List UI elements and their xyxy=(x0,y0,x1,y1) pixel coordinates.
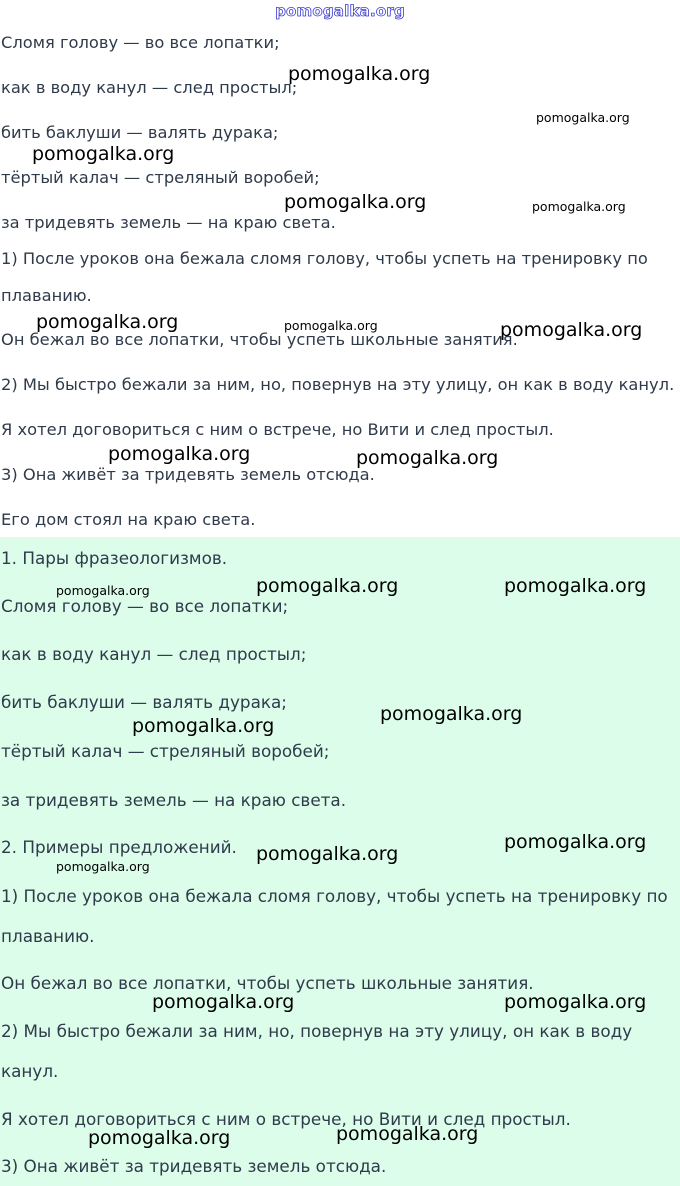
text-line: плаванию. xyxy=(1,286,92,305)
watermark: pomogalka.org xyxy=(284,191,427,213)
watermark: pomogalka.org xyxy=(380,703,523,725)
text-line: Его дом стоял на краю света. xyxy=(1,510,256,529)
watermark: pomogalka.org xyxy=(284,318,378,333)
text-line: Он бежал во все лопатки, чтобы успеть школьные занятия. xyxy=(1,973,534,993)
site-logo[interactable]: pomogalka.org xyxy=(275,2,405,20)
section-heading: 2. Примеры предложений. xyxy=(1,837,237,857)
text-line: тёртый калач — стреляный воробей; xyxy=(1,168,320,187)
watermark: pomogalka.org xyxy=(56,583,150,598)
watermark: pomogalka.org xyxy=(88,1127,231,1149)
watermark: pomogalka.org xyxy=(152,991,295,1013)
text-line: 3) Она живёт за тридевять земель отсюда. xyxy=(1,1156,387,1176)
text-line: плаванию. xyxy=(1,926,95,946)
text-line: как в воду канул — след простыл; xyxy=(1,78,298,97)
text-line: Сломя голову — во все лопатки; xyxy=(1,596,289,616)
text-line: за тридевять земель — на краю света. xyxy=(1,790,347,810)
text-line: 2) Мы быстро бежали за ним, но, повернув на эту улицу, он как в воду xyxy=(1,1021,633,1041)
watermark: pomogalka.org xyxy=(288,63,431,85)
text-line: как в воду канул — след простыл; xyxy=(1,644,307,664)
text-line: Сломя голову — во все лопатки; xyxy=(1,33,280,52)
text-line: бить баклуши — валять дурака; xyxy=(1,692,287,712)
text-line: 3) Она живёт за тридевять земель отсюда. xyxy=(1,465,375,484)
watermark: pomogalka.org xyxy=(108,443,251,465)
text-line: бить баклуши — валять дурака; xyxy=(1,123,279,142)
watermark: pomogalka.org xyxy=(504,831,647,853)
text-line: 2) Мы быстро бежали за ним, но, повернув на эту улицу, он как в воду канул. xyxy=(1,375,675,394)
text-line: канул. xyxy=(1,1061,59,1081)
text-line: 1) После уроков она бежала сломя голову, чтобы успеть на тренировку по xyxy=(1,249,648,268)
section-heading: 1. Пары фразеологизмов. xyxy=(1,548,228,568)
watermark: pomogalka.org xyxy=(32,143,175,165)
watermark: pomogalka.org xyxy=(504,575,647,597)
watermark: pomogalka.org xyxy=(56,859,150,874)
watermark: pomogalka.org xyxy=(132,715,275,737)
text-line: Я хотел договориться с ним о встрече, но Вити и след простыл. xyxy=(1,1109,571,1129)
text-line: Я хотел договориться с ним о встрече, но Вити и след простыл. xyxy=(1,420,554,439)
text-line: Он бежал во все лопатки, чтобы успеть школьные занятия. xyxy=(1,330,518,349)
watermark: pomogalka.org xyxy=(536,110,630,125)
watermark: pomogalka.org xyxy=(356,447,499,469)
watermark: pomogalka.org xyxy=(36,311,179,333)
watermark: pomogalka.org xyxy=(504,991,647,1013)
text-line: тёртый калач — стреляный воробей; xyxy=(1,741,330,761)
watermark: pomogalka.org xyxy=(336,1123,479,1145)
text-line: 1) После уроков она бежала сломя голову, чтобы успеть на тренировку по xyxy=(1,886,668,906)
text-line: за тридевять земель — на краю света. xyxy=(1,213,336,232)
watermark: pomogalka.org xyxy=(532,199,626,214)
watermark: pomogalka.org xyxy=(500,319,643,341)
watermark: pomogalka.org xyxy=(256,575,399,597)
watermark: pomogalka.org xyxy=(256,843,399,865)
